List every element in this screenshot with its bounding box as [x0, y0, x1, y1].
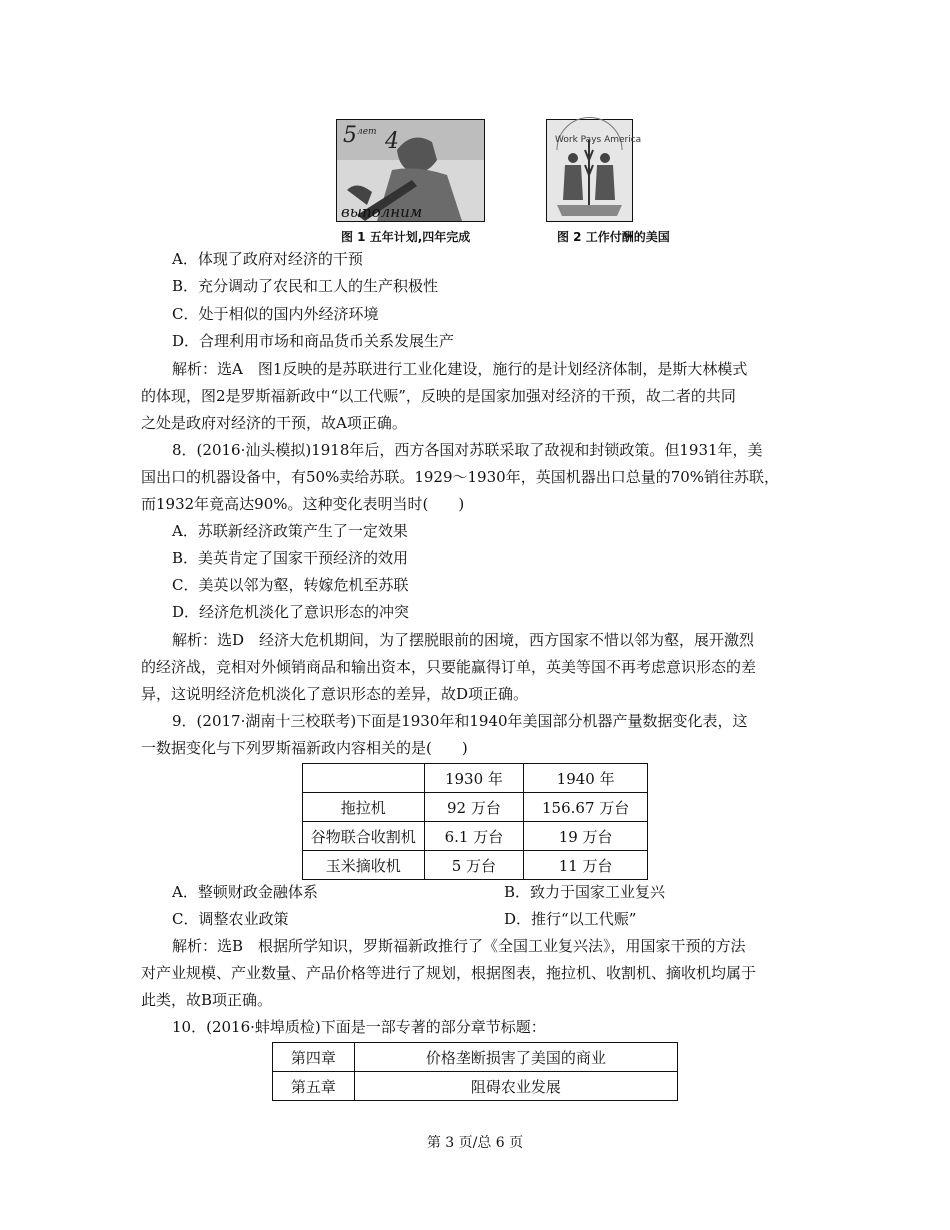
- table-row: [303, 793, 648, 822]
- table-cell: 11 万台: [524, 851, 648, 880]
- table-row: [303, 822, 648, 851]
- q9-stem-line-2: 一数据变化与下列罗斯福新政内容相关的是( ): [141, 739, 468, 757]
- table-cell: 19 万台: [524, 822, 648, 851]
- soviet-poster-image: [337, 120, 484, 221]
- table-header-cell: [303, 764, 425, 793]
- q7-analysis-line-2: 的体现，图2是罗斯福新政中“以工代赈”，反映的是国家加强对经济的干预，故二者的共同: [141, 387, 736, 405]
- table-cell: 玉米摘收机: [303, 851, 425, 880]
- q8-stem-line-1: 8．(2016·汕头模拟)1918年后，西方各国对苏联采取了敌视和封锁政策。但1931年，美: [172, 441, 763, 459]
- q8-analysis-line-1: 解析：选D 经济大危机期间，为了摆脱眼前的困境，西方国家不惜以邻为壑，展开激烈: [172, 631, 755, 649]
- q9-option-c: C．调整农业政策: [172, 910, 289, 928]
- figure-1-frame: [336, 119, 485, 222]
- svg-text:выполним: выполним: [341, 203, 423, 221]
- svg-text:Work Pays America: Work Pays America: [555, 135, 642, 145]
- table-cell: 拖拉机: [303, 793, 425, 822]
- q7-analysis-line-1: 解析：选A 图1反映的是苏联进行工业化建设，施行的是计划经济体制，是斯大林模式: [172, 360, 748, 378]
- table-cell: 第四章: [273, 1043, 355, 1072]
- q9-option-b: B．致力于国家工业复兴: [504, 883, 666, 901]
- table-cell: 5 万台: [424, 851, 524, 880]
- table-row: [303, 851, 648, 880]
- figure-2-caption: 图 2 工作付酬的美国: [557, 230, 670, 244]
- table-header-cell: 1940 年: [524, 764, 648, 793]
- table-cell: 156.67 万台: [524, 793, 648, 822]
- q7-analysis-line-3: 之处是政府对经济的干预，故A项正确。: [141, 414, 407, 432]
- wpa-poster-image: [547, 120, 642, 221]
- q9-data-table: [302, 763, 648, 880]
- q9-option-a: A．整顿财政金融体系: [172, 883, 318, 901]
- table-row: [273, 1043, 678, 1072]
- table-cell: 第五章: [273, 1072, 355, 1101]
- q8-option-b: B．美英肯定了国家干预经济的效用: [172, 549, 409, 567]
- q8-option-d: D．经济危机淡化了意识形态的冲突: [172, 603, 410, 621]
- table-row: [273, 1072, 678, 1101]
- q8-stem-line-3: 而1932年竟高达90%。这种变化表明当时( ): [141, 495, 465, 513]
- svg-text:5: 5: [343, 123, 357, 148]
- q8-stem-line-2: 国出口的机器设备中，有50%卖给苏联。1929～1930年，英国机器出口总量的70%销往苏联，: [141, 468, 780, 486]
- table-cell: 谷物联合收割机: [303, 822, 425, 851]
- q9-analysis-line-3: 此类，故B项正确。: [141, 991, 273, 1009]
- table-cell: 价格垄断损害了美国的商业: [354, 1043, 677, 1072]
- svg-text:4: 4: [385, 129, 399, 154]
- table-cell: 阻碍农业发展: [354, 1072, 677, 1101]
- q8-option-c: C．美英以邻为壑，转嫁危机至苏联: [172, 576, 409, 594]
- q7-option-a: A．体现了政府对经济的干预: [172, 250, 363, 268]
- q7-option-b: B．充分调动了农民和工人的生产积极性: [172, 277, 439, 295]
- figure-2-frame: [546, 119, 642, 222]
- q9-stem-line-1: 9．(2017·湖南十三校联考)下面是1930年和1940年美国部分机器产量数据变化表，这: [172, 712, 748, 730]
- page-footer: 第 3 页/总 6 页: [426, 1135, 524, 1151]
- q8-analysis-line-3: 异，这说明经济危机淡化了意识形态的差异，故D项正确。: [141, 685, 529, 703]
- svg-text:лет: лет: [357, 127, 377, 137]
- table-cell: 92 万台: [424, 793, 524, 822]
- table-header-row: [303, 764, 648, 793]
- q9-analysis-line-1: 解析：选B 根据所学知识，罗斯福新政推行了《全国工业复兴法》，用国家干预的方法: [172, 937, 746, 955]
- figure-1-caption: 图 1 五年计划,四年完成: [341, 230, 471, 244]
- q9-option-d: D．推行“以工代赈”: [504, 910, 637, 928]
- table-header-cell: 1930 年: [424, 764, 524, 793]
- q8-analysis-line-2: 的经济战，竞相对外倾销商品和输出资本，只要能赢得订单，英美等国不再考虑意识形态的差: [141, 658, 757, 676]
- q7-option-c: C．处于相似的国内外经济环境: [172, 305, 379, 323]
- q7-option-d: D．合理利用市场和商品货币关系发展生产: [172, 332, 455, 350]
- q8-option-a: A．苏联新经济政策产生了一定效果: [172, 522, 408, 540]
- q10-stem: 10．(2016·蚌埠质检)下面是一部专著的部分章节标题：: [172, 1018, 546, 1036]
- table-cell: 6.1 万台: [424, 822, 524, 851]
- q9-analysis-line-2: 对产业规模、产业数量、产品价格等进行了规划，根据图表，拖拉机、收割机、摘收机均属于: [141, 964, 757, 982]
- q10-chapter-table: [272, 1042, 678, 1101]
